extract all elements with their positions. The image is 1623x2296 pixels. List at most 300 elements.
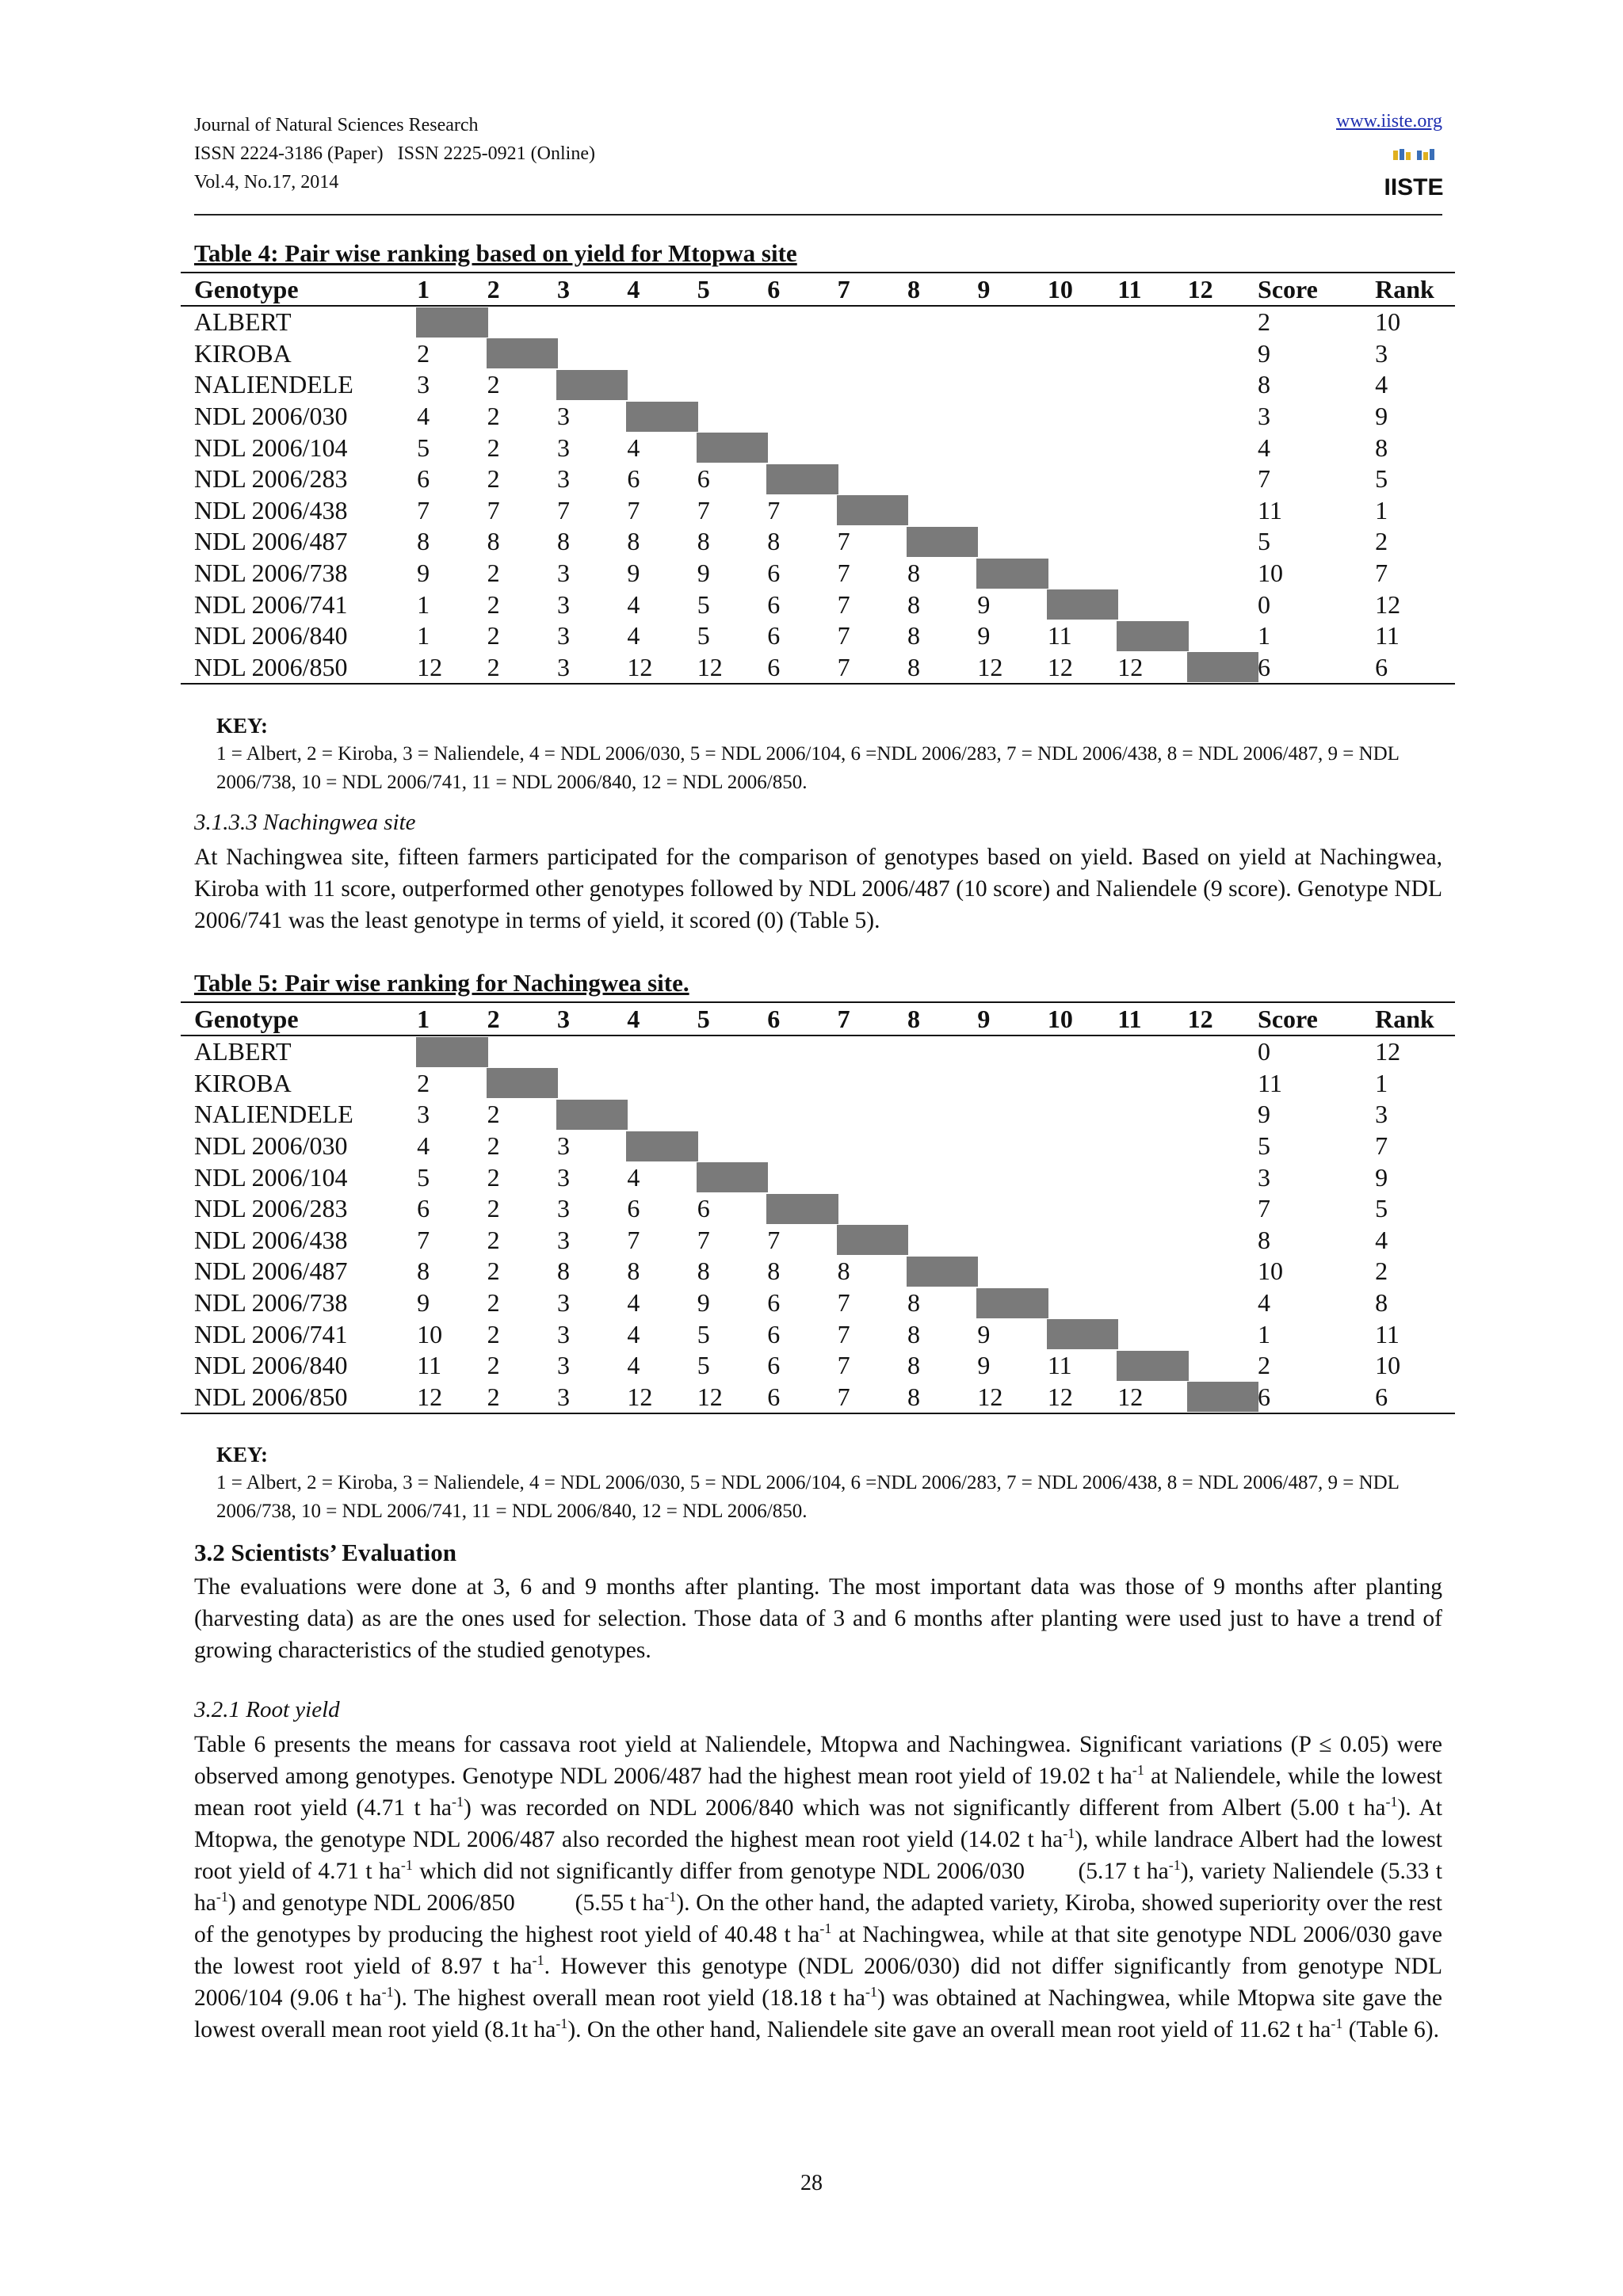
empty-cell [907,1225,977,1257]
rank-value-cell: 8 [1375,1288,1388,1318]
diagonal-shade [1187,1382,1258,1412]
empty-cell [1048,338,1117,370]
empty-cell [977,1099,1047,1131]
rank-cell: 3 [556,589,570,619]
rank-cell: 11 [1047,1351,1072,1380]
score-cell: 1 [1258,1319,1271,1348]
empty-cell [1117,1131,1187,1162]
score-cell: 8 [1258,1225,1271,1254]
diagonal-shade-cell [697,1161,767,1193]
genotype-cell: NDL 2006/487 [194,527,348,556]
rank-cell: 7 [767,1225,781,1254]
empty-cell [1117,1035,1187,1068]
rank-value-cell: 12 [1375,1037,1401,1066]
rank-cell: 5 [697,621,710,650]
empty-cell [697,369,767,401]
genotype-cell: NDL 2006/030 [194,402,348,431]
genotype-cell: NDL 2006/030 [194,1131,348,1161]
table4-key-text: 1 = Albert, 2 = Kiroba, 3 = Naliendele, 4 = NDL 2006/030, 5 = NDL 2006/104, 6 =NDL 2006/283, 7 = NDL 2006/438, 8 = NDL 2006/487, 9 = NDL 2006/738, 10 = NDL 2006/741, 11 = NDL 2006/840, 12 = NDL 2006/850. [216,743,1400,793]
empty-cell [907,1099,977,1131]
rank-cell: 8 [907,652,977,685]
empty-cell [1188,558,1258,589]
section-3133-text: At Nachingwea site, fifteen farmers participated for the comparison of genotypes based on yield. Based on yield at Nachingwea, Kiroba with 11 score, outperformed other genotypes followed by NDL 2006/487 (10 score) and Naliendele (9 score). Genotype NDL 2006/741 was the least genotype in terms of yield, it scored (0) (Table 5). [194,845,1442,933]
rank-cell: 9 [977,589,991,619]
empty-cell [1188,1068,1258,1100]
table4 [181,272,1455,685]
rank-cell: 2 [487,1382,557,1414]
table-row [181,1256,1455,1287]
table4-key [216,711,1437,797]
empty-cell [977,432,1047,463]
rank-cell: 8 [907,589,920,619]
rank-cell: 3 [557,652,627,685]
empty-cell [697,1099,767,1131]
table4-col-header: 6 [767,273,837,306]
diagonal-shade-cell [1117,1350,1187,1382]
diagonal-shade-cell [417,1035,487,1068]
empty-cell [977,1131,1047,1162]
rank-cell: 3 [556,1162,570,1192]
rank-cell: 2 [487,1100,500,1129]
diagonal-shade [837,495,908,525]
diagonal-shade-cell [627,401,697,433]
rank-cell: 10 [417,1319,443,1348]
rank-cell: 7 [697,1225,710,1254]
rank-cell: 12 [977,1382,1047,1414]
logo-text: IISTE [1384,174,1444,200]
diagonal-shade-cell [1048,1318,1117,1350]
rank-cell: 2 [487,433,500,462]
rank-cell: 12 [627,652,697,685]
rank-value-cell: 9 [1375,402,1388,431]
header-rule [194,214,1442,215]
empty-cell [1048,1193,1117,1225]
diagonal-shade-cell [907,526,977,558]
table5-col-header: Genotype [181,1002,417,1035]
rank-cell: 6 [417,1194,430,1223]
rank-cell: 8 [907,1351,920,1380]
rank-cell: 4 [627,1288,640,1318]
diagonal-shade-cell [697,432,767,463]
page-number: 28 [800,2171,823,2195]
empty-cell [977,369,1047,401]
empty-cell [1117,1161,1187,1193]
score-cell: 9 [1258,338,1271,368]
empty-cell [1188,1256,1258,1287]
rank-value-cell: 11 [1375,1319,1400,1348]
empty-cell [627,306,697,338]
table4-col-header: 9 [977,273,1047,306]
rank-cell: 3 [417,1100,430,1129]
rank-cell: 9 [977,621,991,650]
rank-cell: 7 [837,527,850,556]
empty-cell [1117,401,1187,433]
empty-cell [838,306,907,338]
score-cell: 3 [1258,402,1271,431]
rank-cell: 7 [837,1351,850,1380]
rank-cell: 7 [417,1225,430,1254]
rank-cell: 6 [627,464,640,494]
diagonal-shade-cell [487,1068,557,1100]
rank-cell: 2 [487,464,500,494]
rank-cell: 11 [417,1351,441,1380]
diagonal-shade [487,338,558,368]
journal-url-link[interactable]: www.iiste.org [1336,111,1442,132]
rank-cell: 12 [1048,1382,1117,1414]
empty-cell [1188,338,1258,370]
empty-cell [907,1035,977,1068]
rank-value-cell: 6 [1375,1382,1455,1414]
diagonal-shade [976,1288,1048,1318]
rank-cell: 4 [627,1162,640,1192]
empty-cell [767,369,837,401]
rank-cell: 7 [417,495,430,524]
rank-cell: 9 [977,1351,991,1380]
genotype-cell: NDL 2006/850 [181,1382,417,1414]
rank-cell: 6 [417,464,430,494]
diagonal-shade-cell [838,495,907,527]
empty-cell [977,1256,1047,1287]
rank-cell: 12 [1048,652,1117,685]
genotype-cell: NDL 2006/438 [194,495,348,524]
empty-cell [907,1068,977,1100]
table4-col-header: 10 [1048,273,1117,306]
empty-cell [907,495,977,527]
diagonal-shade-cell [907,1256,977,1287]
empty-cell [1048,369,1117,401]
empty-cell [907,463,977,495]
empty-cell [977,495,1047,527]
rank-cell: 7 [697,495,710,524]
genotype-cell: ALBERT [194,1037,292,1066]
rank-cell: 3 [556,1288,570,1318]
rank-cell: 2 [487,1194,500,1223]
empty-cell [1048,1099,1117,1131]
rank-cell: 4 [627,621,640,650]
rank-value-cell: 4 [1375,370,1388,399]
empty-cell [1188,526,1258,558]
empty-cell [487,306,557,338]
table-row [181,558,1455,589]
rank-value-cell: 1 [1375,495,1388,524]
rank-cell: 2 [417,1068,430,1097]
score-cell: 11 [1258,495,1282,524]
table4-col-header: 1 [417,273,487,306]
score-cell: 3 [1258,1162,1271,1192]
table5-key-title: KEY: [216,1443,269,1466]
rank-cell: 3 [556,1319,570,1348]
table4-col-header: 11 [1117,273,1187,306]
iiste-logo-icon [1384,147,1444,203]
rank-cell: 7 [837,1319,850,1348]
rank-cell: 12 [697,652,767,685]
empty-cell [1188,463,1258,495]
empty-cell [1117,1318,1187,1350]
diagonal-shade-cell [557,369,627,401]
rank-cell: 12 [627,1382,697,1414]
rank-cell: 8 [697,1257,710,1286]
empty-cell [1048,495,1117,527]
score-cell: 10 [1258,1257,1284,1286]
rank-value-cell: 3 [1375,338,1388,368]
empty-cell [977,1225,1047,1257]
empty-cell [557,1035,627,1068]
empty-cell [627,369,697,401]
genotype-cell: NDL 2006/283 [194,464,348,494]
table4-key-title: KEY: [216,714,269,738]
empty-cell [1117,306,1187,338]
diagonal-shade [1117,1351,1188,1381]
rank-value-cell: 5 [1375,464,1388,494]
table-row [181,1068,1455,1100]
empty-cell [838,401,907,433]
genotype-cell: NDL 2006/741 [194,589,348,619]
rank-cell: 11 [1047,621,1072,650]
table4-col-header: 2 [487,273,557,306]
genotype-cell: NDL 2006/438 [194,1225,348,1254]
rank-cell: 4 [417,1131,430,1161]
table5-col-header: 9 [977,1002,1047,1035]
rank-value-cell: 2 [1375,527,1388,556]
empty-cell [1188,620,1258,652]
rank-cell: 2 [487,1162,500,1192]
rank-cell: 8 [487,527,500,556]
table4-header-row [181,273,1455,306]
table5-col-header: Score [1258,1002,1375,1035]
rank-cell: 4 [627,433,640,462]
diagonal-shade-cell [838,1225,907,1257]
rank-cell: 3 [556,464,570,494]
table5-key-text: 1 = Albert, 2 = Kiroba, 3 = Naliendele, 4 = NDL 2006/030, 5 = NDL 2006/104, 6 =NDL 2006/283, 7 = NDL 2006/438, 8 = NDL 2006/487, 9 = NDL 2006/738, 10 = NDL 2006/741, 11 = NDL 2006/840, 12 = NDL 2006/850. [216,1472,1400,1522]
empty-cell [907,401,977,433]
diagonal-shade [697,1162,768,1192]
empty-cell [1048,1161,1117,1193]
empty-cell [697,306,767,338]
table-row [181,369,1455,401]
rank-cell: 4 [627,589,640,619]
rank-cell: 7 [627,1225,640,1254]
genotype-cell: NALIENDELE [194,1100,353,1129]
table-row [181,1193,1455,1225]
rank-cell: 12 [1117,652,1187,685]
empty-cell [767,1068,837,1100]
rank-cell: 6 [767,559,781,588]
table-row [181,495,1455,527]
empty-cell [1048,1225,1117,1257]
rank-cell: 7 [837,621,850,650]
empty-cell [697,1131,767,1162]
score-cell: 1 [1258,621,1271,650]
rank-cell: 4 [417,402,430,431]
genotype-cell: KIROBA [194,338,292,368]
diagonal-shade [556,370,628,400]
table-row [181,306,1455,338]
table4-col-header: 7 [838,273,907,306]
score-cell: 5 [1258,1131,1271,1161]
score-cell: 11 [1258,1068,1282,1097]
score-cell: 6 [1258,652,1375,685]
table5-col-header: 3 [557,1002,627,1035]
rank-cell: 3 [556,1225,570,1254]
empty-cell [977,526,1047,558]
rank-cell: 12 [417,1382,487,1414]
empty-cell [1188,495,1258,527]
rank-cell: 6 [767,1382,837,1414]
table5-col-header: 2 [487,1002,557,1035]
rank-value-cell: 2 [1375,1257,1388,1286]
empty-cell [907,1161,977,1193]
genotype-cell: NDL 2006/840 [194,1351,348,1380]
empty-cell [838,338,907,370]
empty-cell [838,1099,907,1131]
table4-col-header: 4 [627,273,697,306]
rank-cell: 6 [767,1319,781,1348]
rank-cell: 8 [907,1288,920,1318]
rank-cell: 8 [627,527,640,556]
score-cell: 5 [1258,527,1271,556]
table4-col-header: 8 [907,273,977,306]
empty-cell [1188,1131,1258,1162]
table-row [181,1161,1455,1193]
empty-cell [1188,432,1258,463]
table4-title: Table 4: Pair wise ranking based on yield for Mtopwa site [194,239,797,267]
diagonal-shade [907,1257,978,1287]
genotype-cell: NDL 2006/738 [194,1288,348,1318]
rank-cell: 8 [907,559,920,588]
rank-value-cell: 3 [1375,1100,1388,1129]
rank-cell: 2 [487,1351,500,1380]
empty-cell [627,1068,697,1100]
diagonal-shade [766,1194,838,1224]
empty-cell [1188,306,1258,338]
rank-cell: 7 [837,1288,850,1318]
empty-cell [767,1131,837,1162]
rank-cell: 6 [767,652,837,685]
empty-cell [1048,1068,1117,1100]
diagonal-shade-cell [1117,620,1187,652]
empty-cell [1188,1035,1258,1068]
rank-cell: 2 [487,1131,500,1161]
genotype-cell: ALBERT [194,307,292,337]
journal-issn: ISSN 2224-3186 (Paper) ISSN 2225-0921 (Online) [194,143,595,164]
genotype-cell: KIROBA [194,1068,292,1097]
diagonal-shade [837,1225,908,1255]
empty-cell [627,1035,697,1068]
section-321-text: Table 6 presents the means for cassava root yield at Naliendele, Mtopwa and Nachingwea. Significant variations (P ≤ 0.05) were observed among genotypes. Genotype NDL 2006/487 had the highest mean root yield of 19.02 t $ha^{-1}$ at Naliendele, while the lowest mean root yield (4.71 t $ha^{-1}$) was recorded on NDL 2006/840 which was not significantly different from Albert (5.00 t $ha^{-1}$). At Mtopwa, the genotype NDL 2006/487 also recorded the highest mean root yield (14.02 t $ha^{-1}$), while landrace Albert had the lowest root yield of 4.71 t $ha^{-1}$ which did not significantly differ from genotype NDL 2006/030 (5.17 t $ha^{-1}$), variety Naliendele (5.33 t $ha^{-1}$) and genotype NDL 2006/850 (5.55 t $ha^{-1}$). On the other hand, the adapted variety, Kiroba, showed superiority over the rest of the genotypes by producing the highest root yield of 40.48 t $ha^{-1}$ at Nachingwea, while at that site genotype NDL 2006/030 gave the lowest root yield of 8.97 t $ha^{-1}$. However this genotype (NDL 2006/030) did not differ significantly from genotype NDL 2006/104 (9.06 t $ha^{-1}$). The highest overall mean root yield (18.18 t $ha^{-1}$) was obtained at Nachingwea, while Mtopwa site gave the lowest overall mean root yield (8.1t $ha^{-1}$). On the other hand, Naliendele site gave an overall mean root yield of 11.62 t $ha^{-1}$ (Table 6). [194,1732,1443,2042]
empty-cell [1188,401,1258,433]
table-row [181,1099,1455,1131]
empty-cell [1048,1287,1117,1319]
empty-cell [697,401,767,433]
diagonal-shade-cell [977,558,1047,589]
rank-cell: 2 [487,1257,500,1286]
rank-cell: 3 [556,621,570,650]
empty-cell [1188,1225,1258,1257]
diagonal-shade-cell [1048,589,1117,620]
rank-cell: 2 [487,1288,500,1318]
rank-value-cell: 10 [1375,307,1401,337]
empty-cell [1188,1350,1258,1382]
table-row [181,620,1455,652]
rank-cell: 3 [556,1351,570,1380]
table-row [181,1318,1455,1350]
diagonal-shade-cell [417,306,487,338]
empty-cell [1048,401,1117,433]
table-row [181,463,1455,495]
empty-cell [838,1068,907,1100]
genotype-cell: NDL 2006/104 [194,433,348,462]
empty-cell [1117,463,1187,495]
empty-cell [1048,1131,1117,1162]
score-cell: 6 [1258,1382,1375,1414]
diagonal-shade-cell [1188,1382,1258,1414]
table5 [181,1001,1455,1414]
diagonal-shade [626,1131,697,1161]
rank-value-cell: 11 [1375,621,1400,650]
empty-cell [1117,369,1187,401]
empty-cell [977,338,1047,370]
table5-col-header: 10 [1048,1002,1117,1035]
rank-cell: 6 [767,621,781,650]
diagonal-shade [416,1037,487,1067]
rank-cell: 8 [627,1257,640,1286]
rank-cell: 6 [627,1194,640,1223]
empty-cell [838,1035,907,1068]
rank-cell: 2 [487,559,500,588]
empty-cell [977,306,1047,338]
empty-cell [767,306,837,338]
rank-cell: 5 [697,1351,710,1380]
rank-cell: 8 [907,1319,920,1348]
table-row [181,1131,1455,1162]
empty-cell [1117,1099,1187,1131]
rank-cell: 3 [556,433,570,462]
score-cell: 0 [1258,589,1271,619]
rank-cell: 8 [907,621,920,650]
rank-cell: 8 [767,1257,781,1286]
rank-cell: 9 [417,1288,430,1318]
rank-cell: 12 [417,652,487,685]
rank-cell: 1 [417,621,430,650]
rank-cell: 9 [627,559,640,588]
rank-cell: 8 [697,527,710,556]
empty-cell [1048,306,1117,338]
table-row [181,652,1455,685]
empty-cell [1117,1225,1187,1257]
rank-cell: 8 [907,1382,977,1414]
empty-cell [767,1161,837,1193]
table4-col-header: 12 [1188,273,1258,306]
empty-cell [907,369,977,401]
diagonal-shade [487,1068,558,1098]
empty-cell [1188,1161,1258,1193]
rank-cell: 9 [977,1319,991,1348]
rank-cell: 12 [1117,1382,1187,1414]
table5-header-row [181,1002,1455,1035]
empty-cell [627,338,697,370]
empty-cell [977,401,1047,433]
table4-col-header: 3 [557,273,627,306]
table5-col-header: 8 [907,1002,977,1035]
empty-cell [1117,432,1187,463]
table-row [181,1350,1455,1382]
genotype-cell: NDL 2006/487 [194,1257,348,1286]
score-cell: 10 [1258,559,1284,588]
empty-cell [977,463,1047,495]
empty-cell [1117,495,1187,527]
empty-cell [697,1068,767,1100]
genotype-cell: NDL 2006/840 [194,621,348,650]
